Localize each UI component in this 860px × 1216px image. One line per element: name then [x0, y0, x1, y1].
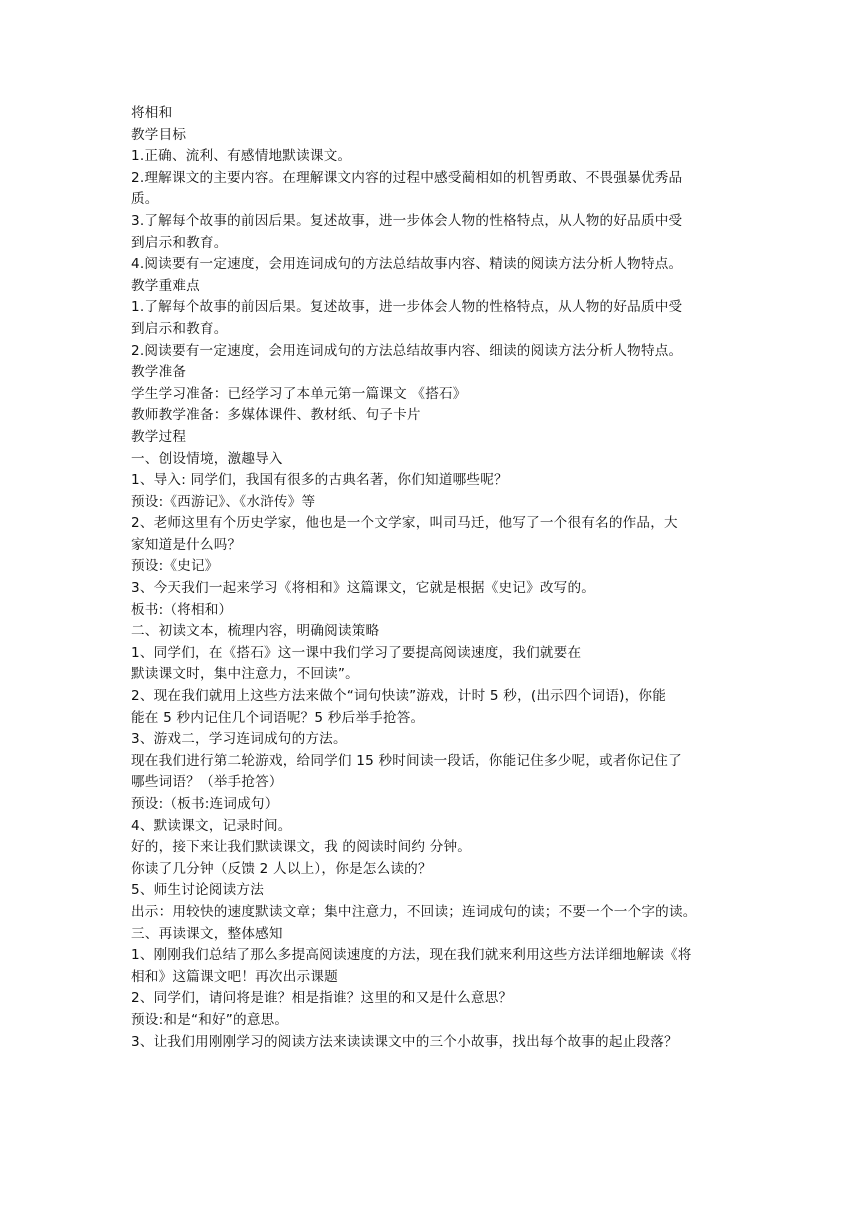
text-line: 默读课文时，集中注意力，不回读”。 [131, 666, 359, 683]
text-line: 3、游戏二，学习连词成句的方法。 [131, 731, 347, 748]
text-line: 4.阅读要有一定速度，会用连词成句的方法总结故事内容、精读的阅读方法分析人物特点。 [131, 256, 683, 273]
text-line: 1.了解每个故事的前因后果。复述故事，进一步体会人物的性格特点，从人物的好品质中受 [131, 299, 683, 316]
text-line: 相和》这篇课文吧！再次出示课题 [131, 968, 338, 985]
text-line: 学生学习准备：已经学习了本单元第一篇课文 《搭石》 [131, 385, 467, 402]
text-line: 2、老师这里有个历史学家，他也是一个文学家，叫司马迁，他写了一个很有名的作品，大 [131, 515, 678, 532]
text-line: 现在我们进行第二轮游戏，给同学们 15 秒时间读一段话，你能记住多少呢，或者你记住了 [131, 752, 682, 769]
text-line: 3、今天我们一起来学习《将相和》这篇课文，它就是根据《史记》改写的。 [131, 580, 596, 597]
text-line: 教师教学准备：多媒体课件、教材纸、句子卡片 [131, 407, 421, 424]
text-line: 质。 [131, 191, 159, 208]
text-line: 预设:《史记》 [131, 558, 219, 575]
text-line: 哪些词语？（举手抢答） [131, 774, 283, 791]
text-line: 家知道是什么吗？ [131, 536, 242, 553]
text-line: 2.阅读要有一定速度，会用连词成句的方法总结故事内容、细读的阅读方法分析人物特点。 [131, 342, 683, 359]
document-title: 将相和 [131, 105, 173, 121]
subsection-heading: 二、初读文本，梳理内容，明确阅读策略 [131, 623, 380, 640]
text-line: 到启示和教育。 [131, 234, 228, 251]
section-heading: 教学过程 [131, 428, 187, 445]
text-line: 1.正确、流利、有感情地默读课文。 [131, 148, 352, 165]
subsection-heading: 三、再读课文，整体感知 [131, 925, 283, 942]
section-heading: 教学目标 [131, 126, 187, 143]
section-heading: 教学重难点 [131, 277, 200, 294]
text-line: 2、同学们，请问将是谁？相是指谁？这里的和又是什么意思？ [131, 990, 513, 1007]
text-line: 板书:（将相和） [131, 601, 233, 618]
text-line: 预设:（板书:连词成句） [131, 796, 279, 812]
text-line: 能在 5 秒内记住几个词语呢？5 秒后举手抢答。 [131, 709, 425, 726]
subsection-heading: 一、创设情境，激趣导入 [131, 450, 283, 467]
text-line: 2、现在我们就用上这些方法来做个“词句快读”游戏，计时 5 秒，(出示四个词语)，你能 [131, 688, 667, 705]
text-line: 1、导入: 同学们，我国有很多的古典名著，你们知道哪些呢？ [131, 472, 508, 489]
text-line: 预设:和是“和好”的意思。 [131, 1011, 289, 1028]
section-heading: 教学准备 [131, 364, 187, 381]
text-line: 到启示和教育。 [131, 320, 228, 337]
text-line: 5、师生讨论阅读方法 [131, 882, 264, 899]
text-line: 2.理解课文的主要内容。在理解课文内容的过程中感受蔺相如的机智勇敢、不畏强暴优秀品 [131, 169, 683, 186]
document-body [131, 103, 736, 1053]
text-line: 你读了几分钟（反馈 2 人以上），你是怎么读的？ [131, 860, 432, 877]
text-line: 1、同学们，在《搭石》这一课中我们学习了要提高阅读速度，我们就要在 [131, 644, 582, 661]
text-line: 出示：用较快的速度默读文章；集中注意力，不回读；连词成句的读；不要一个一个字的读。 [131, 903, 697, 920]
text-line: 预设:《西游记》、《水浒传》等 [131, 493, 316, 510]
text-line: 4、默读课文，记录时间。 [131, 817, 292, 834]
text-line: 好的，接下来让我们默读课文，我 的阅读时间约 分钟。 [131, 839, 472, 856]
text-line: 1、刚刚我们总结了那么多提高阅读速度的方法，现在我们就来利用这些方法详细地解读《将 [131, 947, 692, 964]
text-line: 3.了解每个故事的前因后果。复述故事，进一步体会人物的性格特点，从人物的好品质中受 [131, 212, 683, 229]
text-line: 3、让我们用刚刚学习的阅读方法来读读课文中的三个小故事，找出每个故事的起止段落？ [131, 1033, 678, 1050]
